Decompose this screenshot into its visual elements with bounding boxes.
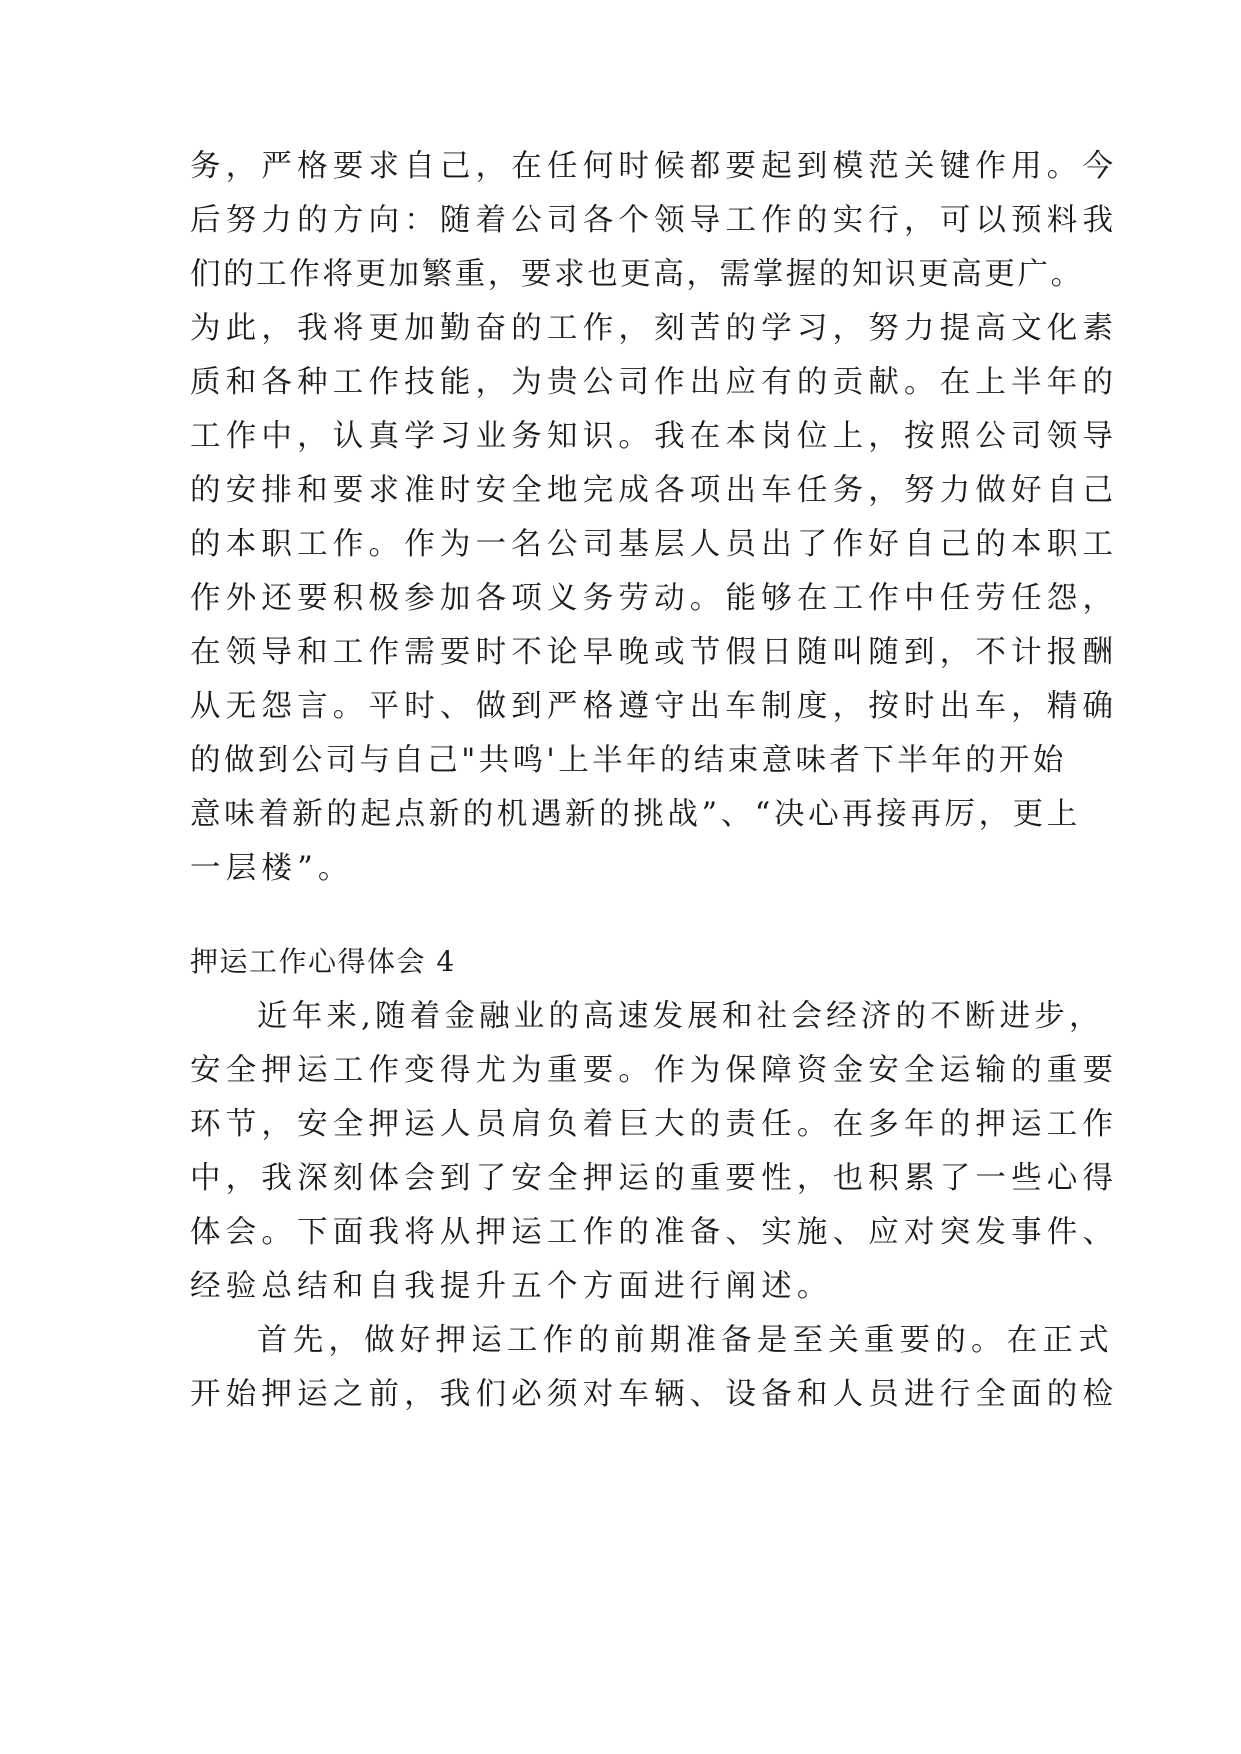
continuation-line: 质和各种工作技能，为贵公司作出应有的贡献。在上半年的 bbox=[190, 365, 1119, 400]
continuation-line: 意味着新的起点新的机遇新的挑战”、“决心再接再厉，更上 bbox=[190, 797, 1081, 832]
continuation-line: 务，严格要求自己，在任何时候都要起到模范关键作用。今 bbox=[190, 149, 1119, 184]
paragraph-line: 体会。下面我将从押运工作的准备、实施、应对突发事件、 bbox=[190, 1215, 1119, 1250]
paragraph-line: 经验总结和自我提升五个方面进行阐述。 bbox=[190, 1269, 833, 1304]
paragraph-line: 环节，安全押运人员肩负着巨大的责任。在多年的押运工作 bbox=[190, 1107, 1119, 1142]
continuation-line: 从无怨言。平时、做到严格遵守出车制度，按时出车，精确 bbox=[190, 689, 1119, 724]
continuation-line: 一层楼”。 bbox=[190, 851, 354, 886]
section-heading: 押运工作心得体会 4 bbox=[190, 945, 456, 978]
paragraph-line: 安全押运工作变得尤为重要。作为保障资金安全运输的重要 bbox=[190, 1053, 1119, 1088]
continuation-line: 为此，我将更加勤奋的工作，刻苦的学习，努力提高文化素 bbox=[190, 311, 1119, 346]
continuation-line: 后努力的方向：随着公司各个领导工作的实行，可以预料我 bbox=[190, 203, 1119, 238]
continuation-line: 作外还要积极参加各项义务劳动。能够在工作中任劳任怨， bbox=[190, 581, 1119, 616]
continuation-line: 工作中，认真学习业务知识。我在本岗位上，按照公司领导 bbox=[190, 419, 1119, 454]
continuation-line: 的做到公司与自己"共鸣'上半年的结束意味者下半年的开始 bbox=[190, 743, 1067, 778]
paragraph-line: 中，我深刻体会到了安全押运的重要性，也积累了一些心得 bbox=[190, 1161, 1119, 1196]
paragraph-line: 首先，做好押运工作的前期准备是至关重要的。在正式 bbox=[257, 1323, 1114, 1358]
paragraph-line: 近年来,随着金融业的高速发展和社会经济的不断进步， bbox=[257, 999, 1104, 1034]
continuation-line: 在领导和工作需要时不论早晚或节假日随叫随到，不计报酬 bbox=[190, 635, 1119, 670]
continuation-line: 的安排和要求准时安全地完成各项出车任务，努力做好自己 bbox=[190, 473, 1119, 508]
continuation-line: 的本职工作。作为一名公司基层人员出了作好自己的本职工 bbox=[190, 527, 1119, 562]
paragraph-line: 开始押运之前，我们必须对车辆、设备和人员进行全面的检 bbox=[190, 1377, 1119, 1412]
continuation-line: 们的工作将更加繁重，要求也更高，需掌握的知识更高更广。 bbox=[190, 257, 1084, 292]
